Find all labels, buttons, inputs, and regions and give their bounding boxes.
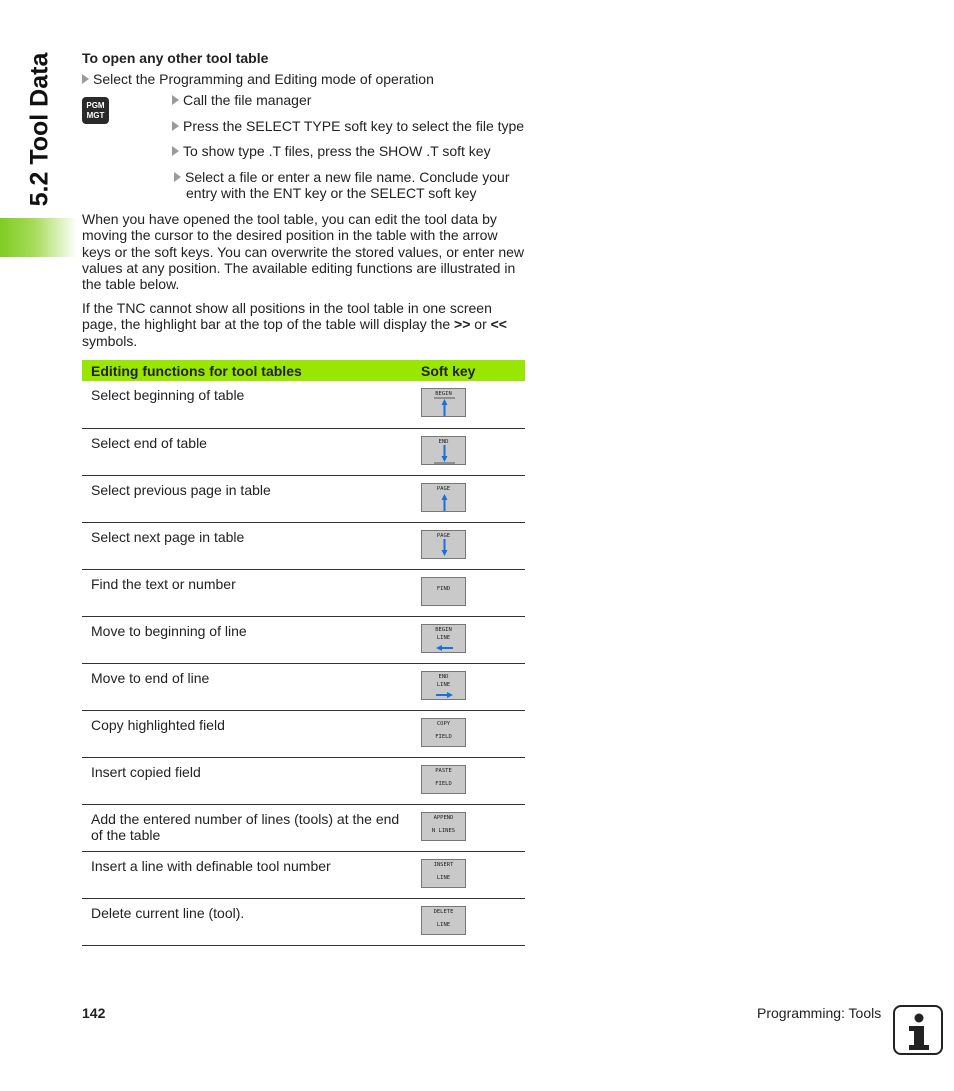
function-description: Copy highlighted field xyxy=(82,710,412,757)
function-description: Insert a line with definable tool number xyxy=(82,851,412,898)
softkey-cell xyxy=(412,710,525,757)
softkey-cell xyxy=(412,381,525,428)
softkey-arrow-up-bar-icon xyxy=(421,388,466,417)
function-description: Select previous page in table xyxy=(82,475,412,522)
softkey-label-1: END xyxy=(438,438,449,445)
triangle-bullet-icon xyxy=(172,146,179,156)
softkey-cell xyxy=(412,757,525,804)
table-row xyxy=(82,851,525,898)
softkey-label-1: APPEND xyxy=(433,814,454,821)
triangle-bullet-icon xyxy=(172,95,179,105)
softkey-cell xyxy=(412,475,525,522)
softkey-label-1: BEGIN xyxy=(435,626,452,633)
table-row xyxy=(82,616,525,663)
softkey-label-2: LINE xyxy=(436,634,451,641)
note-paragraph xyxy=(82,300,527,349)
table-row xyxy=(82,381,525,428)
function-description: Select beginning of table xyxy=(82,381,412,428)
softkey-cell xyxy=(412,898,525,945)
table-row xyxy=(82,428,525,475)
function-description: Find the text or number xyxy=(82,569,412,616)
softkey-arrow-left-icon xyxy=(421,624,466,653)
softkey-label-2: FIELD xyxy=(435,780,452,787)
step-text: Press the SELECT TYPE soft key to select the file type xyxy=(183,118,525,134)
function-description: Select next page in table xyxy=(82,522,412,569)
softkey-label-2: FIELD xyxy=(435,733,452,740)
softkey-label-2: N LINES xyxy=(431,827,456,834)
step-text: To show type .T files, press the SHOW .T soft key xyxy=(183,143,491,159)
key-label: MGT xyxy=(86,111,105,120)
softkey-cell xyxy=(412,522,525,569)
function-description: Add the entered number of lines (tools) at the end of the table xyxy=(82,804,412,851)
intro-paragraph: When you have opened the tool table, you can edit the tool data by moving the cursor to the desired position in the table with the arrow keys or the soft keys. You can overwrite the stored values, or enter new values at any position. The available editing functions are illustrated in the table below. xyxy=(82,211,525,293)
step-text: Select the Programming and Editing mode of operation xyxy=(93,71,434,87)
column-header: Soft key xyxy=(412,360,525,381)
step-text: Select a file or enter a new file name. Conclude your entry with the ENT key or the SELECT soft key xyxy=(185,169,510,201)
table-row xyxy=(82,710,525,757)
triangle-bullet-icon xyxy=(174,172,181,182)
step-3 xyxy=(172,118,524,134)
softkey-cell xyxy=(412,804,525,851)
softkey-cell xyxy=(412,428,525,475)
section-heading: To open any other tool table xyxy=(82,50,269,66)
key-label: PGM xyxy=(86,101,105,110)
symbol-forward: >> xyxy=(454,316,471,333)
softkey-none-icon xyxy=(421,906,466,935)
step-4 xyxy=(172,143,491,159)
chapter-marker-bar xyxy=(0,218,77,257)
pgm-mgt-key-icon xyxy=(82,97,109,124)
table-row xyxy=(82,804,525,851)
function-description: Select end of table xyxy=(82,428,412,475)
chapter-footer: Programming: Tools xyxy=(757,1005,882,1021)
chapter-side-title: 5.2 Tool Data xyxy=(25,52,54,207)
softkey-label-2: LINE xyxy=(436,874,451,881)
function-description: Move to beginning of line xyxy=(82,616,412,663)
softkey-none-icon xyxy=(421,718,466,747)
table-row xyxy=(82,475,525,522)
softkey-label-1: BEGIN xyxy=(435,391,452,397)
note-text: or xyxy=(474,316,487,333)
symbol-back: << xyxy=(490,316,507,333)
step-1 xyxy=(82,71,434,87)
softkey-arrow-down-bar-icon xyxy=(421,436,466,465)
softkey-label-1: COPY xyxy=(436,720,451,727)
softkey-label-1: PAGE xyxy=(436,532,451,539)
softkey-none-icon xyxy=(421,812,466,841)
softkey-cell xyxy=(412,663,525,710)
step-5 xyxy=(172,169,527,201)
softkey-label-2: LINE xyxy=(436,681,451,688)
softkey-none-icon xyxy=(421,859,466,888)
softkey-arrow-right-icon xyxy=(421,671,466,700)
table-row xyxy=(82,569,525,616)
triangle-bullet-icon xyxy=(82,74,89,84)
softkey-label-1: DELETE xyxy=(433,908,454,915)
softkey-label-1: PAGE xyxy=(436,485,451,492)
table-row xyxy=(82,898,525,945)
softkey-none-icon xyxy=(421,577,466,606)
step-text: Call the file manager xyxy=(183,92,312,108)
softkey-cell xyxy=(412,616,525,663)
softkey-arrow-down-icon xyxy=(421,530,466,559)
softkey-cell xyxy=(412,569,525,616)
softkey-label-2: FIND xyxy=(436,585,451,592)
softkey-cell xyxy=(412,851,525,898)
softkey-label-1: INSERT xyxy=(433,861,454,868)
page-number: 142 xyxy=(82,1005,106,1021)
softkey-label-2: LINE xyxy=(436,921,451,928)
table-row xyxy=(82,663,525,710)
info-icon xyxy=(893,1005,943,1055)
function-description: Move to end of line xyxy=(82,663,412,710)
softkey-label-1: PASTE xyxy=(435,767,452,774)
softkey-label-1: END xyxy=(438,673,449,680)
triangle-bullet-icon xyxy=(172,121,179,131)
step-2 xyxy=(172,92,311,108)
function-description: Delete current line (tool). xyxy=(82,898,412,945)
softkey-none-icon xyxy=(421,765,466,794)
note-text: symbols. xyxy=(82,332,138,349)
column-header: Editing functions for tool tables xyxy=(82,360,412,381)
softkey-arrow-up-icon xyxy=(421,483,466,512)
note-text: If the TNC cannot show all positions in the tool table in one screen page, the highlight bar at the top of the table will display the xyxy=(82,300,492,333)
table-row xyxy=(82,522,525,569)
editing-functions-table xyxy=(82,360,525,946)
function-description: Insert copied field xyxy=(82,757,412,804)
table-row xyxy=(82,757,525,804)
